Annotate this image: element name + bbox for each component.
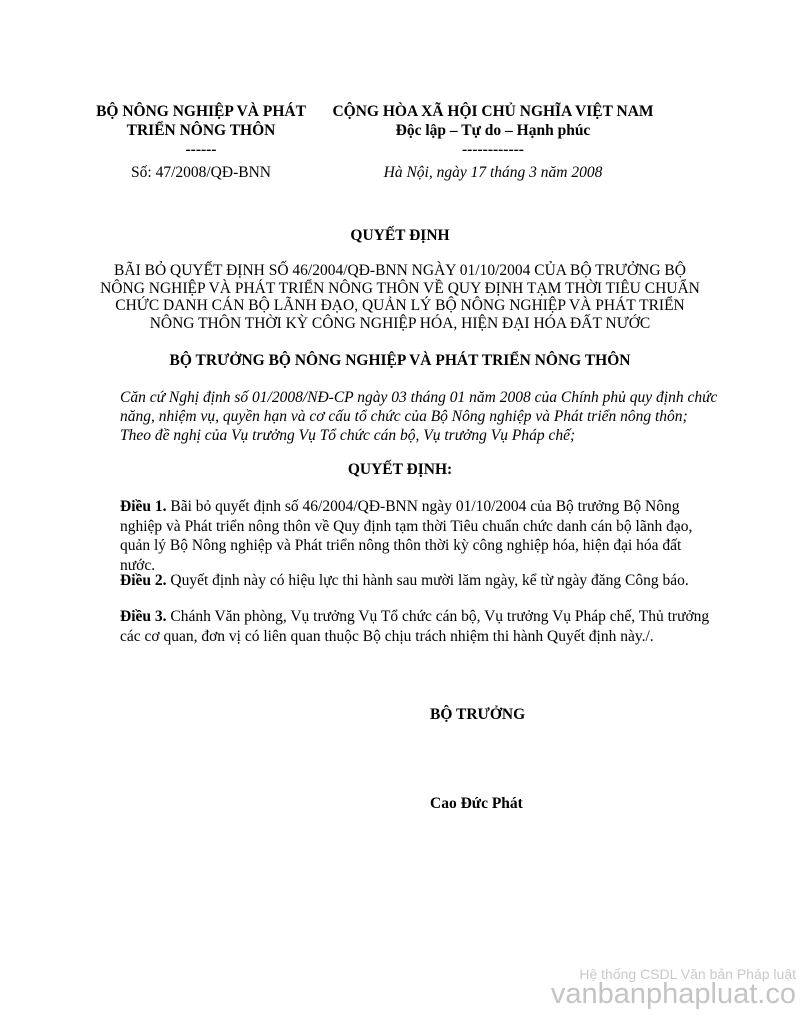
basis-line: Căn cứ Nghị định số 01/2008/NĐ-CP ngày 03 tháng 01 năm 2008 của Chính phủ quy định chức	[120, 389, 718, 406]
document-number: Số: 47/2008/QĐ-BNN	[131, 164, 271, 181]
article-line	[120, 571, 720, 591]
article-text: Bãi bỏ quyết định số 46/2004/QĐ-BNN ngày 01/10/2004 của Bộ trưởng Bộ Nông	[166, 498, 680, 515]
article-line: quản lý Bộ Nông nghiệp và Phát triển nông thôn thời kỳ công nghiệp hóa, hiện đại hóa đất nước.	[120, 537, 682, 574]
article-3	[120, 607, 720, 646]
article-line: nghiệp và Phát triển nông thôn về Quy định tạm thời Tiêu chuẩn chức danh cán bộ lãnh đạo,	[120, 517, 693, 535]
subtitle-line: NÔNG THÔN THỜI KỲ CÔNG NGHIỆP HÓA, HIỆN ĐẠI HÓA ĐẤT NƯỚC	[149, 314, 651, 332]
article-label: Điều 1.	[120, 498, 167, 515]
article-text: Quyết định này có hiệu lực thi hành sau mười lăm ngày, kể từ ngày đăng Công báo.	[166, 572, 689, 589]
legal-basis	[120, 388, 720, 445]
article-label: Điều 3.	[120, 608, 167, 625]
nation-name: CỘNG HÒA XÃ HỘI CHỦ NGHĨA VIỆT NAM	[332, 103, 654, 120]
article-line	[120, 497, 720, 517]
subtitle-line: CHỨC DANH CÁN BỘ LÃNH ĐẠO, QUẢN LÝ BỘ NÔNG NGHIỆP VÀ PHÁT TRIỂN	[115, 297, 685, 314]
national-motto	[322, 102, 664, 159]
article-label: Điều 2.	[120, 572, 167, 589]
nation-rule: ------------	[462, 141, 524, 158]
signer-name: Cao Đức Phát	[430, 795, 523, 812]
document-date: Hà Nội, ngày 17 tháng 3 năm 2008	[383, 164, 603, 181]
agency-rule: ------	[185, 141, 217, 158]
article-2	[120, 571, 720, 591]
basis-line: Theo đề nghị của Vụ trưởng Vụ Tổ chức cán bộ, Vụ trưởng Vụ Pháp chế;	[120, 427, 576, 444]
document-subtitle	[100, 262, 700, 332]
agency-name-line1: BỘ NÔNG NGHIỆP VÀ PHÁT	[96, 103, 306, 120]
article-line: các cơ quan, đơn vị có liên quan thuộc Bộ chịu trách nhiệm thi hành Quyết định này./.	[120, 627, 654, 645]
watermark-site: vanbanphapluat.co	[550, 978, 796, 1010]
nation-motto: Độc lập – Tự do – Hạnh phúc	[395, 122, 591, 139]
watermark-caption: Hệ thống CSDL Văn bản Pháp luật	[579, 966, 796, 982]
article-text: Chánh Văn phòng, Vụ trưởng Vụ Tổ chức cán bộ, Vụ trưởng Vụ Pháp chế, Thủ trưởng	[166, 608, 710, 625]
article-line	[120, 607, 720, 627]
subtitle-line: NÔNG NGHIỆP VÀ PHÁT TRIỂN NÔNG THÔN VỀ QUY ĐỊNH TẠM THỜI TIÊU CHUẨN	[100, 279, 700, 297]
issuing-authority: BỘ TRƯỞNG BỘ NÔNG NGHIỆP VÀ PHÁT TRIỂN NÔNG THÔN	[169, 352, 631, 369]
basis-line: năng, nhiệm vụ, quyền hạn và cơ cấu tổ chức của Bộ Nông nghiệp và Phát triển nông thôn;	[120, 408, 688, 425]
issuing-agency	[88, 102, 314, 159]
agency-name-line2: TRIỂN NÔNG THÔN	[126, 122, 276, 139]
decision-heading: QUYẾT ĐỊNH:	[347, 461, 453, 478]
article-1	[120, 497, 720, 575]
subtitle-line: BÃI BỎ QUYẾT ĐỊNH SỐ 46/2004/QĐ-BNN NGÀY 01/10/2004 CỦA BỘ TRƯỞNG BỘ	[114, 262, 686, 279]
signer-title: BỘ TRƯỞNG	[430, 706, 526, 723]
document-title: QUYẾT ĐỊNH	[350, 227, 450, 244]
